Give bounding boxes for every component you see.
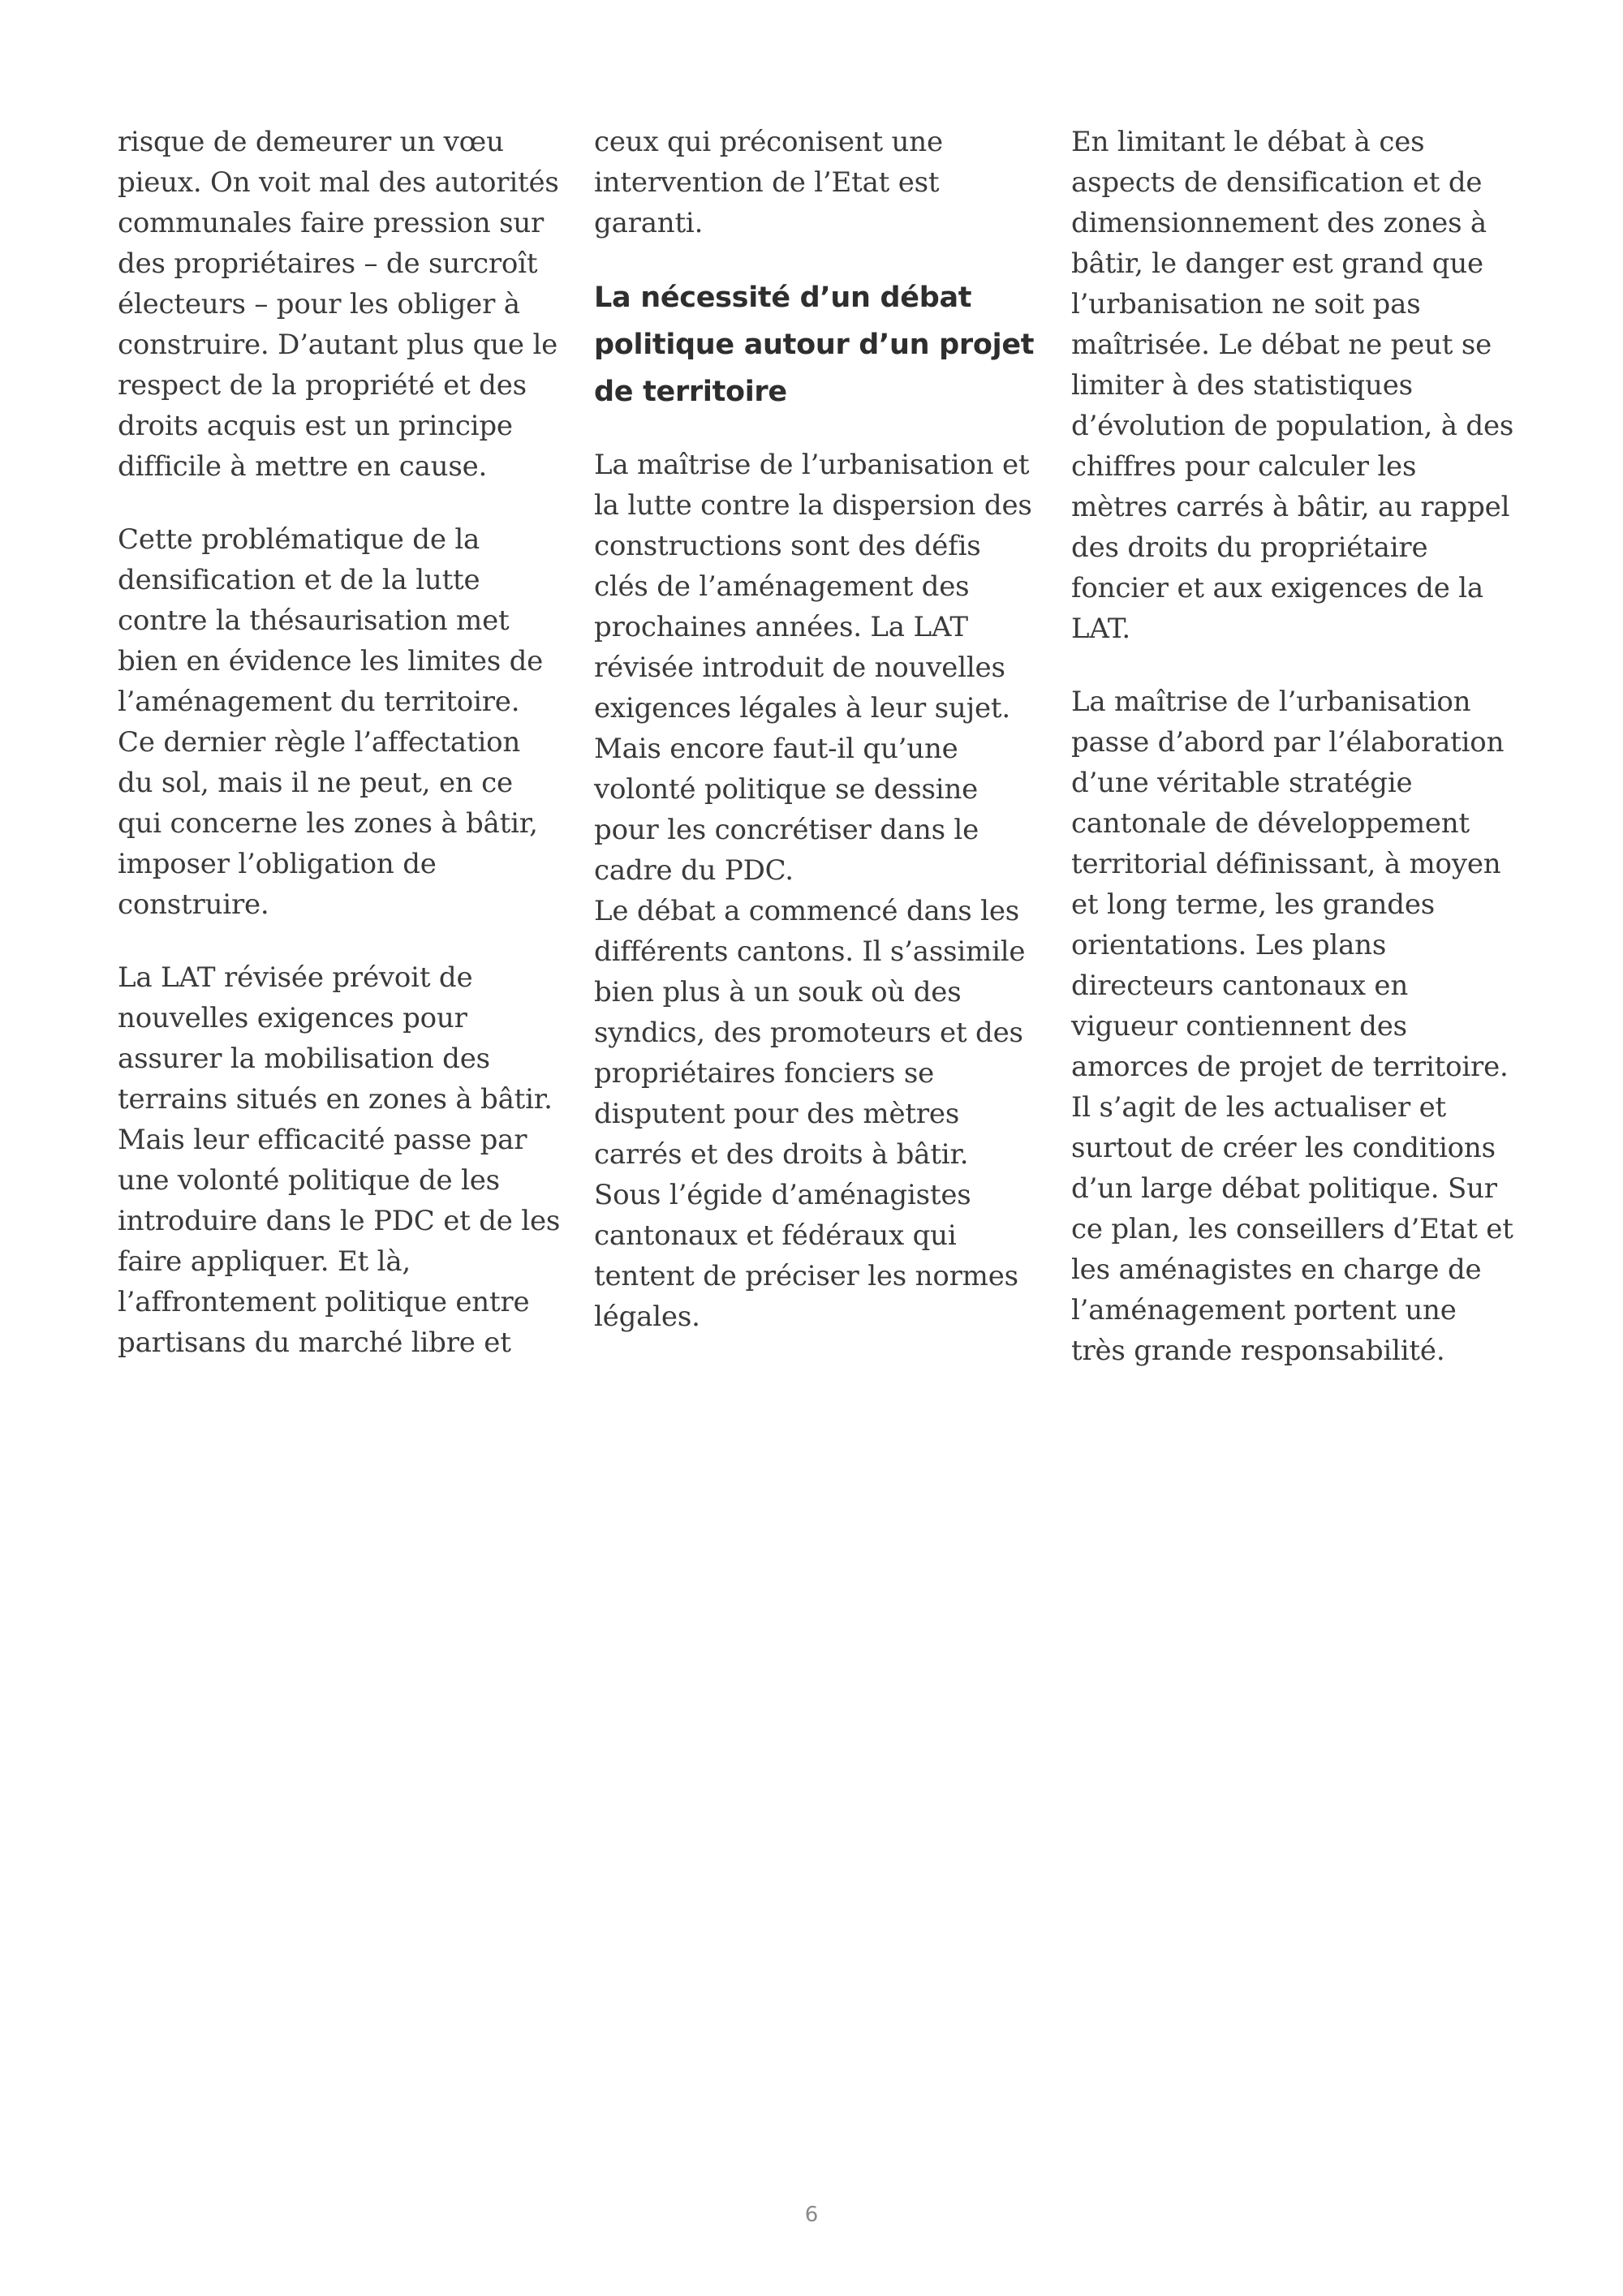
text-line: disputent pour des mètres (594, 1098, 960, 1130)
text-line: Mais encore faut-il qu’une (594, 733, 958, 765)
text-line: densification et de la lutte (118, 564, 480, 596)
text-line: cadre du PDC. (594, 854, 794, 887)
paragraph (594, 445, 1048, 1337)
text-line: révisée introduit de nouvelles (594, 651, 1005, 684)
paragraph-gap (118, 925, 572, 957)
text-line: orientations. Les plans (1071, 929, 1387, 961)
paragraph-gap (118, 487, 572, 519)
text-column-3 (1071, 122, 1526, 1371)
text-line: Cette problématique de la (118, 523, 480, 556)
text-line: cantonaux et fédéraux qui (594, 1219, 957, 1252)
text-line: Il s’agit de les actualiser et (1071, 1091, 1446, 1124)
paragraph (1071, 681, 1526, 1371)
text-line: foncier et aux exigences de la (1071, 572, 1484, 604)
text-line: du sol, mais il ne peut, en ce (118, 767, 513, 799)
text-line: Mais leur efficacité passe par (118, 1124, 527, 1156)
text-line: une volonté politique de les (118, 1164, 500, 1197)
text-line: et long terme, les grandes (1071, 888, 1435, 921)
text-line: bien en évidence les limites de (118, 645, 544, 677)
paragraph (118, 122, 572, 487)
text-line: ce plan, les conseillers d’Etat et (1071, 1213, 1513, 1245)
text-line: carrés et des droits à bâtir. (594, 1138, 969, 1171)
text-line: d’évolution de population, à des (1071, 410, 1514, 442)
text-line: Ce dernier règle l’affectation (118, 726, 521, 759)
text-line: des propriétaires – de surcroît (118, 247, 538, 280)
paragraph (118, 957, 572, 1363)
text-line: bâtir, le danger est grand que (1071, 247, 1483, 280)
text-line: Le débat a commencé dans les (594, 895, 1019, 927)
paragraph-gap (594, 415, 1048, 445)
heading-line: politique autour d’un projet (594, 329, 1035, 361)
text-line: la lutte contre la dispersion des (594, 489, 1032, 522)
heading-line: La nécessité d’un débat (594, 282, 972, 314)
text-line: constructions sont des défis (594, 530, 981, 562)
text-line: Sous l’égide d’aménagistes (594, 1179, 971, 1211)
text-line: d’une véritable stratégie (1071, 767, 1413, 799)
text-column-2 (594, 122, 1048, 1337)
text-line: volonté politique se dessine (594, 773, 979, 806)
text-line: assurer la mobilisation des (118, 1043, 490, 1075)
paragraph (118, 519, 572, 925)
paragraph (1071, 122, 1526, 649)
text-line: cantonale de développement (1071, 807, 1470, 840)
text-line: bien plus à un souk où des (594, 976, 962, 1008)
text-line: amorces de projet de territoire. (1071, 1051, 1509, 1083)
page-number: 6 (804, 2203, 819, 2227)
text-line: qui concerne les zones à bâtir, (118, 807, 538, 840)
text-line: droits acquis est un principe (118, 410, 513, 442)
text-line: l’urbanisation ne soit pas (1071, 288, 1421, 320)
text-line: ceux qui préconisent une (594, 126, 943, 158)
text-line: exigences légales à leur sujet. (594, 692, 1010, 724)
text-line: directeurs cantonaux en (1071, 970, 1409, 1002)
text-line: les aménagistes en charge de (1071, 1253, 1482, 1286)
text-line: respect de la propriété et des (118, 369, 527, 402)
text-line: En limitant le débat à ces (1071, 126, 1425, 158)
text-line: l’aménagement du territoire. (118, 686, 520, 718)
paragraph-gap (1071, 649, 1526, 681)
text-line: terrains situés en zones à bâtir. (118, 1083, 553, 1116)
text-line: maîtrisée. Le débat ne peut se (1071, 329, 1492, 361)
text-line: syndics, des promoteurs et des (594, 1017, 1023, 1049)
text-line: aspects de densification et de (1071, 166, 1483, 199)
text-line: l’aménagement portent une (1071, 1294, 1457, 1326)
text-line: partisans du marché libre et (118, 1326, 511, 1359)
text-line: contre la thésaurisation met (118, 604, 510, 637)
text-line: faire appliquer. Et là, (118, 1245, 411, 1278)
text-line: des droits du propriétaire (1071, 531, 1428, 564)
paragraph-gap (594, 243, 1048, 274)
heading-line: de territoire (594, 376, 787, 408)
text-line: La maîtrise de l’urbanisation et (594, 449, 1030, 481)
text-line: chiffres pour calculer les (1071, 450, 1417, 483)
text-line: différents cantons. Il s’assimile (594, 935, 1026, 968)
text-line: construire. D’autant plus que le (118, 329, 558, 361)
text-line: La maîtrise de l’urbanisation (1071, 686, 1471, 718)
text-line: clés de l’aménagement des (594, 570, 970, 603)
text-line: surtout de créer les conditions (1071, 1132, 1496, 1164)
text-line: LAT. (1071, 613, 1130, 645)
text-line: propriétaires fonciers se (594, 1057, 935, 1090)
section-heading (594, 274, 1048, 415)
text-line: prochaines années. La LAT (594, 611, 968, 643)
text-line: imposer l’obligation de (118, 848, 437, 880)
text-line: passe d’abord par l’élaboration (1071, 726, 1505, 759)
text-line: introduire dans le PDC et de les (118, 1205, 561, 1237)
text-line: pieux. On voit mal des autorités (118, 166, 559, 199)
text-line: garanti. (594, 207, 704, 239)
text-line: tentent de préciser les normes (594, 1260, 1018, 1292)
text-line: pour les concrétiser dans le (594, 814, 979, 846)
text-line: électeurs – pour les obliger à (118, 288, 520, 320)
text-line: limiter à des statistiques (1071, 369, 1413, 402)
text-line: intervention de l’Etat est (594, 166, 940, 199)
text-line: risque de demeurer un vœu (118, 126, 504, 158)
text-column-1 (118, 122, 572, 1363)
text-line: mètres carrés à bâtir, au rappel (1071, 491, 1510, 523)
text-line: construire. (118, 888, 269, 921)
text-line: vigueur contiennent des (1071, 1010, 1407, 1043)
text-line: territorial définissant, à moyen (1071, 848, 1501, 880)
text-line: communales faire pression sur (118, 207, 545, 239)
text-line: l’affrontement politique entre (118, 1286, 530, 1318)
text-line: d’un large débat politique. Sur (1071, 1172, 1497, 1205)
text-line: dimensionnement des zones à (1071, 207, 1487, 239)
paragraph (594, 122, 1048, 243)
text-line: La LAT révisée prévoit de (118, 961, 473, 994)
text-line: difficile à mettre en cause. (118, 450, 488, 483)
text-line: nouvelles exigences pour (118, 1002, 467, 1034)
text-line: très grande responsabilité. (1071, 1335, 1445, 1367)
text-line: légales. (594, 1301, 700, 1333)
